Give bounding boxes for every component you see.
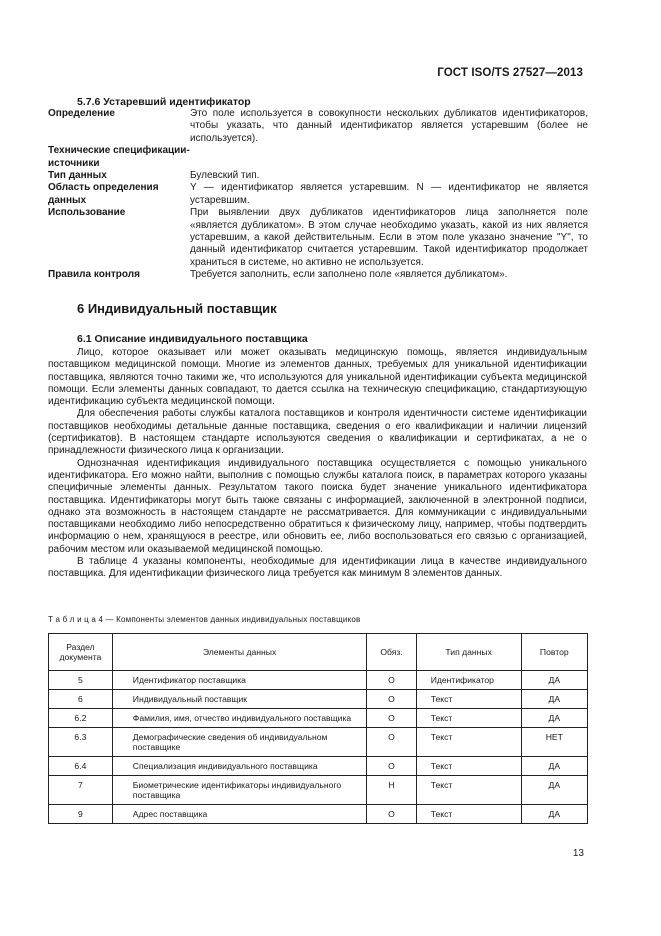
table-cell: 7 [49, 776, 113, 805]
field-label: Определение [48, 108, 115, 119]
table-cell: Текст [416, 709, 521, 728]
table-cell: Текст [416, 757, 521, 776]
table-cell: 6.4 [49, 757, 113, 776]
field-label: Тип данных [48, 170, 107, 182]
field-value: Булевский тип. [190, 170, 260, 182]
table-body [49, 671, 588, 824]
table-cell: Биометрические идентификаторы индивидуального поставщика [112, 776, 367, 805]
table-cell: О [367, 757, 416, 776]
table-cell: Текст [416, 776, 521, 805]
field-label: Использование [48, 207, 126, 219]
paragraph: Для обеспечения работы службы каталога поставщиков и контроля идентичности системе идентификации поставщиков необходимы детальные данные поставщика, сведения о его квалификации и наличии лицензий (сертификатов). В настоящем стандарте используются сведения о квалификации и сертификатах, а не о принадлежности физического лица к организации. [48, 408, 587, 457]
field-row [48, 108, 588, 145]
table-cell: ДА [521, 776, 587, 805]
table-header-row [49, 634, 588, 671]
table-cell: Текст [416, 728, 521, 757]
table-cell: Специализация индивидуального поставщика [112, 757, 367, 776]
table-cell: Адрес поставщика [112, 805, 367, 824]
table-cell: Н [367, 776, 416, 805]
page-number: 13 [572, 848, 584, 859]
table-cell: О [367, 709, 416, 728]
table-header-cell: Раздел документа [49, 634, 113, 671]
table-cell: Текст [416, 805, 521, 824]
field-row [48, 207, 588, 269]
section-heading: 6.1 Описание индивидуального поставщика [77, 333, 308, 345]
table-header-cell: Тип данных [416, 634, 521, 671]
table-cell: ДА [521, 709, 587, 728]
table-cell: 5 [49, 671, 113, 690]
field-row [48, 145, 588, 170]
table-cell: Фамилия, имя, отчество индивидуального поставщика [112, 709, 367, 728]
table-caption: Т а б л и ц а 4 — Компоненты элементов данных индивидуальных поставщиков [48, 615, 361, 624]
table-cell: Индивидуальный поставщик [112, 690, 367, 709]
components-table [48, 633, 588, 824]
table-cell: Идентификатор [416, 671, 521, 690]
table-cell: О [367, 690, 416, 709]
table-row [49, 690, 588, 709]
field-label: Правила контроля [48, 269, 140, 281]
paragraph: В таблице 4 указаны компоненты, необходимые для идентификации лица в качестве индивидуального поставщика. Для идентификации физического лица требуется как минимум 8 элементов данных. [48, 556, 587, 580]
paragraph: Однозначная идентификация индивидуального поставщика осуществляется с помощью уникального идентификатора. Его можно найти, выполнив с помощью службы каталога поиск, в параметрах которого указаны специфичные элементы данных. Результатом такого поиска будет значение уникального идентификатора поставщика. Идентификаторы могут быть также связаны с информацией, заключенной в электронной подписи, однако эта возможность в настоящем стандарте не рассматривается. Для коммуникации с индивидуальными поставщиками необходимо либо непосредственно обратиться к физическому лицу, например, чтобы подтвердить информацию о нем, хранящуюся в реестре, или обновить ее, либо воспользоваться его связью с организацией, рабочим местом или оказываемой медицинской помощью. [48, 457, 587, 555]
table-cell: Текст [416, 690, 521, 709]
table-header-cell: Элементы данных [112, 634, 367, 671]
field-label: Область определения данных [48, 182, 159, 206]
paragraph: Лицо, которое оказывает или может оказывать медицинскую помощь, является индивидуальным поставщиком медицинской помощи. Многие из элементов данных, требуемых для уникальной идентификации поставщика, являются точно такими же, что используются для уникальной идентификации субъекта медицинской помощи. Если элементы данных совпадают, то дается ссылка на техническую спецификацию, стандартизующую идентификацию субъекта медицинской помощи. [48, 347, 587, 408]
table-cell: ДА [521, 690, 587, 709]
field-value: Y — идентификатор является устаревшим. N — идентификатор не является устаревшим. [190, 182, 588, 206]
section-title: 5.7.6 Устаревший идентификатор [77, 96, 251, 108]
table-header-cell: Обяз. [367, 634, 416, 671]
table-row [49, 805, 588, 824]
table-cell: 9 [49, 805, 113, 824]
field-row [48, 170, 588, 182]
table-cell: 6 [49, 690, 113, 709]
table-cell: ДА [521, 757, 587, 776]
field-value: При выявлении двух дубликатов идентификаторов лица заполняется поле «является дубликатом». В этом случае необходимо указать, какой из них является устаревшим, а какой действительным. Если в этом поле указано значение "Y", то данный идентификатор считается устаревшим. Такой идентификатор продолжает храниться в системе, но активно не используется. [190, 207, 588, 268]
table-cell: НЕТ [521, 728, 587, 757]
field-value [190, 145, 588, 170]
table-row [49, 728, 588, 757]
table-cell: 6.3 [49, 728, 113, 757]
table-row [49, 776, 588, 805]
table-cell: ДА [521, 671, 587, 690]
field-value: Это поле используется в совокупности нескольких дубликатов идентификаторов, чтобы указать, что данный идентификатор является устаревшим (более не используется). [190, 108, 588, 144]
table-cell: О [367, 728, 416, 757]
section-body [48, 347, 587, 581]
table-header-cell: Повтор [521, 634, 587, 671]
field-row [48, 269, 588, 281]
field-row [48, 182, 588, 207]
field-definitions [48, 108, 588, 282]
table-cell: 6.2 [49, 709, 113, 728]
table-cell: Демографические сведения об индивидуальном поставщике [112, 728, 367, 757]
table-cell: Идентификатор поставщика [112, 671, 367, 690]
table-cell: О [367, 805, 416, 824]
chapter-heading: 6 Индивидуальный поставщик [77, 301, 277, 316]
table-cell: О [367, 671, 416, 690]
table-row [49, 757, 588, 776]
table-row [49, 671, 588, 690]
table-row [49, 709, 588, 728]
document-id: ГОСТ ISO/TS 27527—2013 [437, 67, 583, 79]
field-label: Технические спецификации-источники [48, 145, 190, 169]
field-value: Требуется заполнить, если заполнено поле «является дубликатом». [190, 269, 508, 281]
table-cell: ДА [521, 805, 587, 824]
